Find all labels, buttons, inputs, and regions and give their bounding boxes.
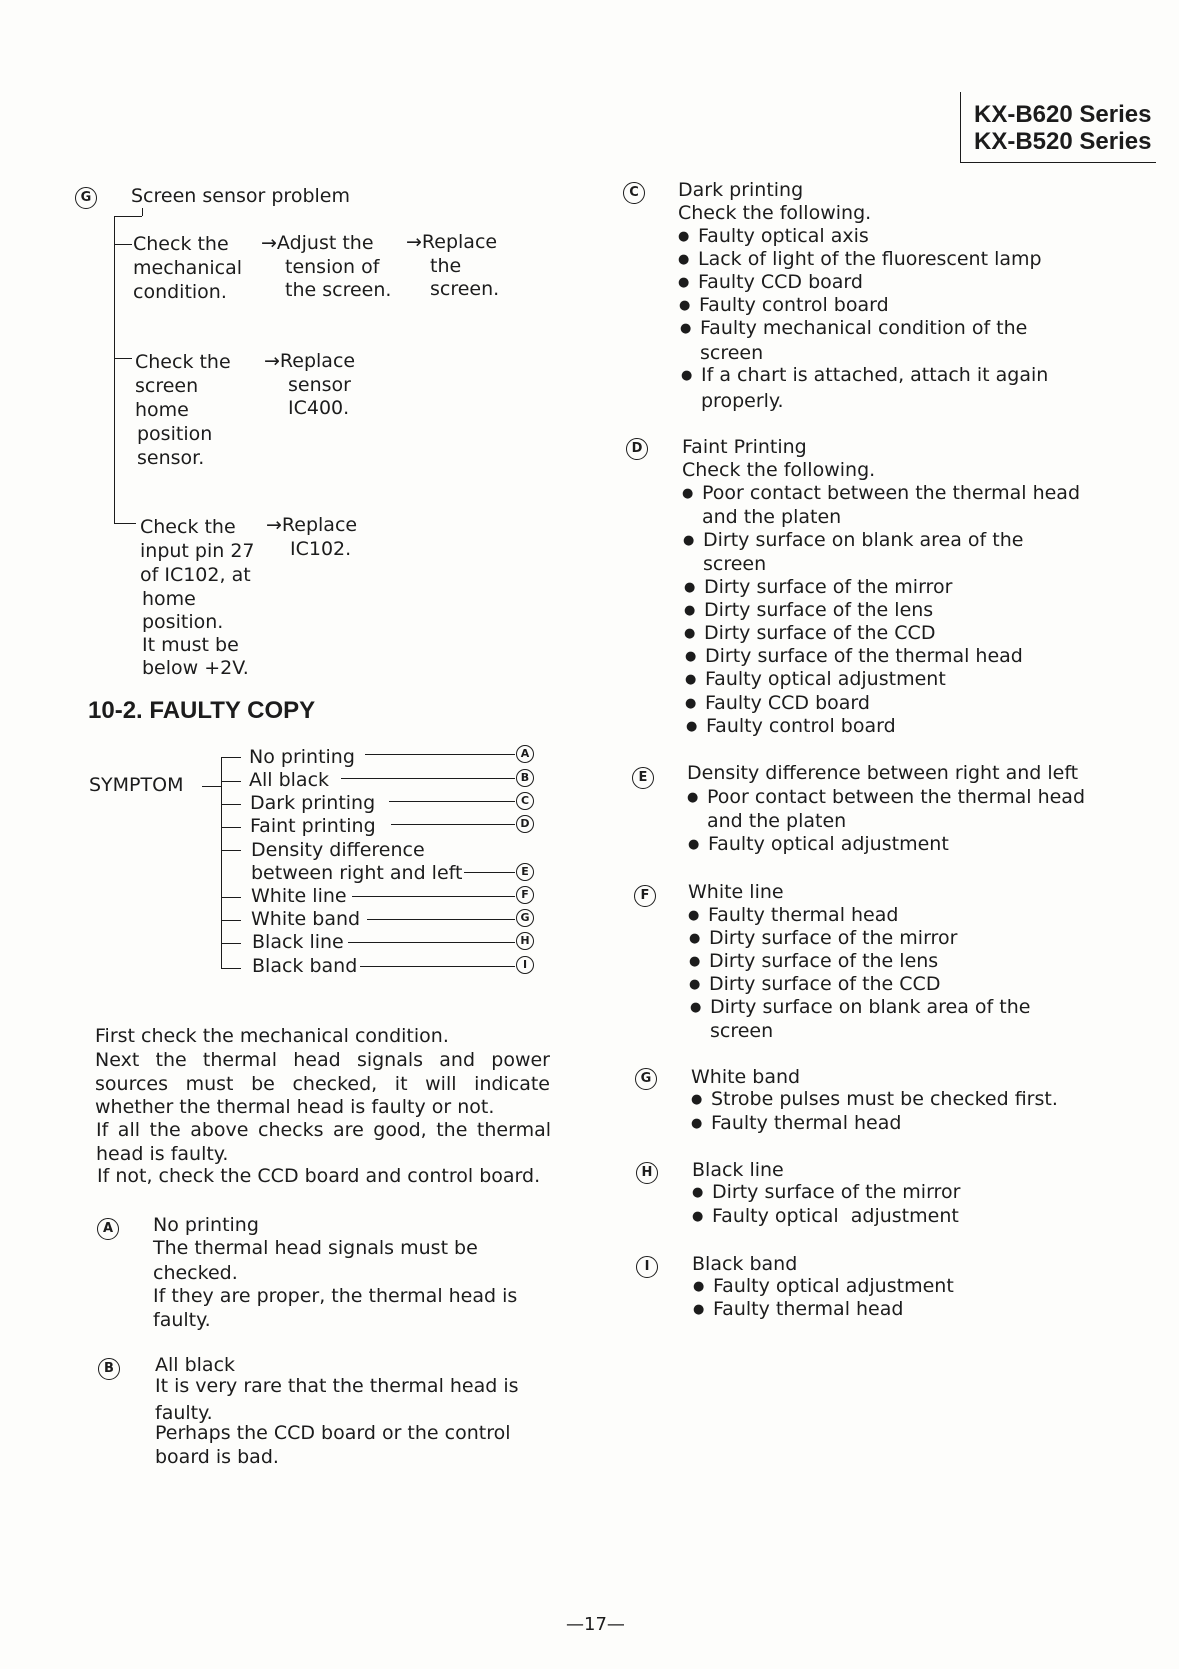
item-d-bullet: ● Faulty optical adjustment bbox=[705, 668, 946, 692]
item-e-bullet-cont: and the platen bbox=[707, 810, 847, 832]
item-f-bullet: ● Dirty surface of the CCD bbox=[709, 973, 940, 997]
item-e-bullet: ● Faulty optical adjustment bbox=[708, 833, 949, 857]
item-c-bullet: ● Faulty CCD board bbox=[698, 271, 863, 295]
item-c-bullet: ● Faulty optical axis bbox=[698, 225, 869, 249]
symptom-branch bbox=[221, 757, 241, 758]
symptom-white-line: White line bbox=[251, 885, 347, 907]
item-b-line-1: It is very rare that the thermal head is bbox=[155, 1375, 519, 1397]
step-1a-line-2: tension of bbox=[285, 256, 380, 278]
item-a-line-1: The thermal head signals must be bbox=[153, 1237, 478, 1259]
marker-g: G bbox=[516, 909, 534, 927]
symptom-trunk bbox=[221, 757, 222, 969]
marker-c: C bbox=[516, 792, 534, 810]
leader-line bbox=[341, 778, 515, 779]
item-c-bullet: ● Faulty control board bbox=[699, 294, 889, 318]
marker-f: F bbox=[516, 886, 534, 904]
item-h-marker: H bbox=[636, 1162, 658, 1184]
leader-line bbox=[391, 824, 515, 825]
step-1b-line-2: the bbox=[430, 255, 462, 277]
item-e-title: Density difference between right and left bbox=[687, 762, 1079, 784]
leader-line bbox=[352, 896, 515, 897]
symptom-all-black: All black bbox=[249, 769, 330, 791]
symptom-density-difference-cont: between right and left bbox=[251, 862, 463, 884]
item-c-subtitle: Check the following. bbox=[678, 202, 872, 224]
item-b-title: All black bbox=[155, 1354, 236, 1376]
item-c-bullet: ● If a chart is attached, attach it again bbox=[701, 364, 1048, 388]
tree-stub bbox=[142, 208, 143, 216]
item-f-bullet: ● Dirty surface of the mirror bbox=[709, 927, 957, 951]
item-e-bullet: ● Poor contact between the thermal head bbox=[707, 786, 1085, 810]
marker-i: I bbox=[516, 956, 534, 974]
symptom-dark-printing: Dark printing bbox=[250, 792, 376, 814]
intro-paragraph-3: If all the above checks are good, the thermal head is faulty. bbox=[96, 1119, 551, 1165]
screen-sensor-title: Screen sensor problem bbox=[131, 185, 350, 207]
item-i-title: Black band bbox=[692, 1253, 798, 1275]
step-2-line-3: IC400. bbox=[288, 397, 350, 419]
leader-line bbox=[360, 966, 515, 967]
symptom-density-difference: Density difference bbox=[251, 839, 425, 861]
item-f-bullet: ● Dirty surface of the lens bbox=[709, 950, 938, 974]
page-number: —17— bbox=[566, 1614, 625, 1635]
symptom-black-line: Black line bbox=[252, 931, 344, 953]
tree-trunk bbox=[114, 216, 115, 524]
symptom-branch bbox=[221, 897, 241, 898]
symptom-branch bbox=[221, 943, 241, 944]
item-b-line-2: faulty. bbox=[155, 1402, 213, 1424]
symptom-black-band: Black band bbox=[252, 955, 358, 977]
header-bottom-rule bbox=[960, 162, 1156, 163]
item-g-marker: G bbox=[635, 1068, 657, 1090]
item-c-marker: C bbox=[623, 182, 645, 204]
symptom-branch bbox=[221, 850, 241, 851]
section-title-faulty-copy: 10-2. FAULTY COPY bbox=[88, 697, 316, 724]
step-1a-line-1: →Adjust the bbox=[261, 232, 374, 254]
model-title-1: KX-B620 Series bbox=[974, 101, 1152, 128]
item-a-line-2: checked. bbox=[153, 1262, 238, 1284]
marker-a: A bbox=[516, 745, 534, 763]
item-d-bullet: ● Dirty surface of the lens bbox=[704, 599, 933, 623]
item-d-bullet: ● Dirty surface of the mirror bbox=[704, 576, 952, 600]
item-c-bullet: ● Faulty mechanical condition of the bbox=[700, 317, 1027, 341]
check-2-line-5: sensor. bbox=[137, 447, 205, 469]
step-2-line-2: sensor bbox=[288, 374, 351, 396]
check-3-line-4: home bbox=[142, 588, 196, 610]
check-2-line-3: home bbox=[135, 399, 189, 421]
symptom-branch bbox=[221, 781, 241, 782]
tree-stub-h bbox=[114, 216, 142, 217]
item-a-line-4: faulty. bbox=[153, 1309, 211, 1331]
step-1a-line-3: the screen. bbox=[285, 279, 392, 301]
item-d-bullet: ● Poor contact between the thermal head bbox=[702, 482, 1080, 506]
check-2-line-1: Check the bbox=[135, 351, 231, 373]
header-left-rule bbox=[960, 92, 961, 162]
item-e-marker: E bbox=[632, 767, 654, 789]
item-d-bullet-cont: and the platen bbox=[702, 506, 842, 528]
leader-line bbox=[367, 919, 515, 920]
check-3-line-7: below +2V. bbox=[142, 657, 249, 679]
item-c-bullet-cont: screen bbox=[700, 342, 764, 364]
step-1b-line-1: →Replace bbox=[406, 231, 498, 253]
symptom-branch bbox=[221, 920, 241, 921]
tree-branch-1 bbox=[114, 244, 132, 245]
check-3-line-2: input pin 27 bbox=[140, 540, 255, 562]
leader-line bbox=[348, 942, 515, 943]
item-b-marker: B bbox=[98, 1358, 120, 1380]
item-b-line-3: Perhaps the CCD board or the control bbox=[155, 1422, 511, 1444]
item-d-bullet: ● Faulty control board bbox=[706, 715, 896, 739]
check-3-line-3: of IC102, at bbox=[140, 564, 251, 586]
item-f-title: White line bbox=[688, 881, 784, 903]
marker-e: E bbox=[516, 863, 534, 881]
item-h-bullet: ● Dirty surface of the mirror bbox=[712, 1181, 960, 1205]
model-title-2: KX-B520 Series bbox=[974, 128, 1152, 155]
symptom-branch bbox=[221, 804, 241, 805]
item-i-marker: I bbox=[636, 1256, 658, 1278]
item-h-bullet: ● Faulty optical adjustment bbox=[712, 1205, 959, 1229]
item-d-bullet: ● Dirty surface on blank area of the bbox=[703, 529, 1023, 553]
item-h-title: Black line bbox=[692, 1159, 784, 1181]
marker-g-sensor: G bbox=[75, 187, 97, 209]
item-d-bullet: ● Dirty surface of the CCD bbox=[704, 622, 935, 646]
step-1b-line-3: screen. bbox=[430, 278, 500, 300]
item-d-marker: D bbox=[626, 438, 648, 460]
item-f-bullet-cont: screen bbox=[710, 1020, 774, 1042]
item-d-subtitle: Check the following. bbox=[682, 459, 876, 481]
check-1-line-3: condition. bbox=[133, 281, 227, 303]
item-c-bullet-cont: properly. bbox=[701, 390, 784, 412]
item-a-marker: A bbox=[97, 1218, 119, 1240]
tree-branch-2 bbox=[114, 358, 132, 359]
marker-h: H bbox=[516, 932, 534, 950]
check-2-line-4: position bbox=[137, 423, 213, 445]
item-d-bullet-cont: screen bbox=[703, 553, 767, 575]
step-3-line-1: →Replace bbox=[266, 514, 358, 536]
leader-line bbox=[464, 872, 515, 873]
item-c-title: Dark printing bbox=[678, 179, 804, 201]
item-f-bullet: ● Faulty thermal head bbox=[708, 904, 898, 928]
item-d-title: Faint Printing bbox=[682, 436, 807, 458]
step-2-line-1: →Replace bbox=[264, 350, 356, 372]
item-f-bullet: ● Dirty surface on blank area of the bbox=[710, 996, 1030, 1020]
symptom-stem bbox=[202, 786, 222, 787]
check-1-line-2: mechanical bbox=[133, 257, 243, 279]
marker-d: D bbox=[516, 815, 534, 833]
intro-line-4: If not, check the CCD board and control board. bbox=[97, 1165, 541, 1187]
item-c-bullet: ● Lack of light of the fluorescent lamp bbox=[698, 248, 1042, 272]
symptom-label: SYMPTOM bbox=[89, 774, 184, 796]
intro-paragraph-2: Next the thermal head signals and power sources must be checked, it will indicate whether the thermal head is faulty or not. bbox=[95, 1049, 550, 1118]
check-2-line-2: screen bbox=[135, 375, 199, 397]
item-b-line-4: board is bad. bbox=[155, 1446, 279, 1468]
symptom-white-band: White band bbox=[251, 908, 361, 930]
item-d-bullet: ● Dirty surface of the thermal head bbox=[705, 645, 1023, 669]
item-a-line-3: If they are proper, the thermal head is bbox=[153, 1285, 518, 1307]
item-g-bullet: ● Strobe pulses must be checked first. bbox=[711, 1088, 1058, 1112]
item-a-title: No printing bbox=[153, 1214, 259, 1236]
check-3-line-5: position. bbox=[142, 611, 224, 633]
item-g-bullet: ● Faulty thermal head bbox=[711, 1112, 901, 1136]
item-g-title: White band bbox=[691, 1066, 801, 1088]
check-3-line-6: It must be bbox=[142, 634, 239, 656]
leader-line bbox=[389, 801, 515, 802]
symptom-faint-printing: Faint printing bbox=[250, 815, 376, 837]
marker-b: B bbox=[516, 769, 534, 787]
check-3-line-1: Check the bbox=[140, 516, 236, 538]
symptom-branch bbox=[221, 827, 241, 828]
intro-line-1: First check the mechanical condition. bbox=[95, 1025, 449, 1047]
leader-line bbox=[365, 754, 515, 755]
symptom-branch bbox=[221, 968, 241, 969]
check-1-line-1: Check the bbox=[133, 233, 229, 255]
item-i-bullet: ● Faulty thermal head bbox=[713, 1298, 903, 1322]
item-f-marker: F bbox=[634, 885, 656, 907]
tree-branch-3 bbox=[114, 523, 136, 524]
item-i-bullet: ● Faulty optical adjustment bbox=[713, 1275, 954, 1299]
item-d-bullet: ● Faulty CCD board bbox=[705, 692, 870, 716]
symptom-no-printing: No printing bbox=[249, 746, 355, 768]
step-3-line-2: IC102. bbox=[290, 538, 352, 560]
